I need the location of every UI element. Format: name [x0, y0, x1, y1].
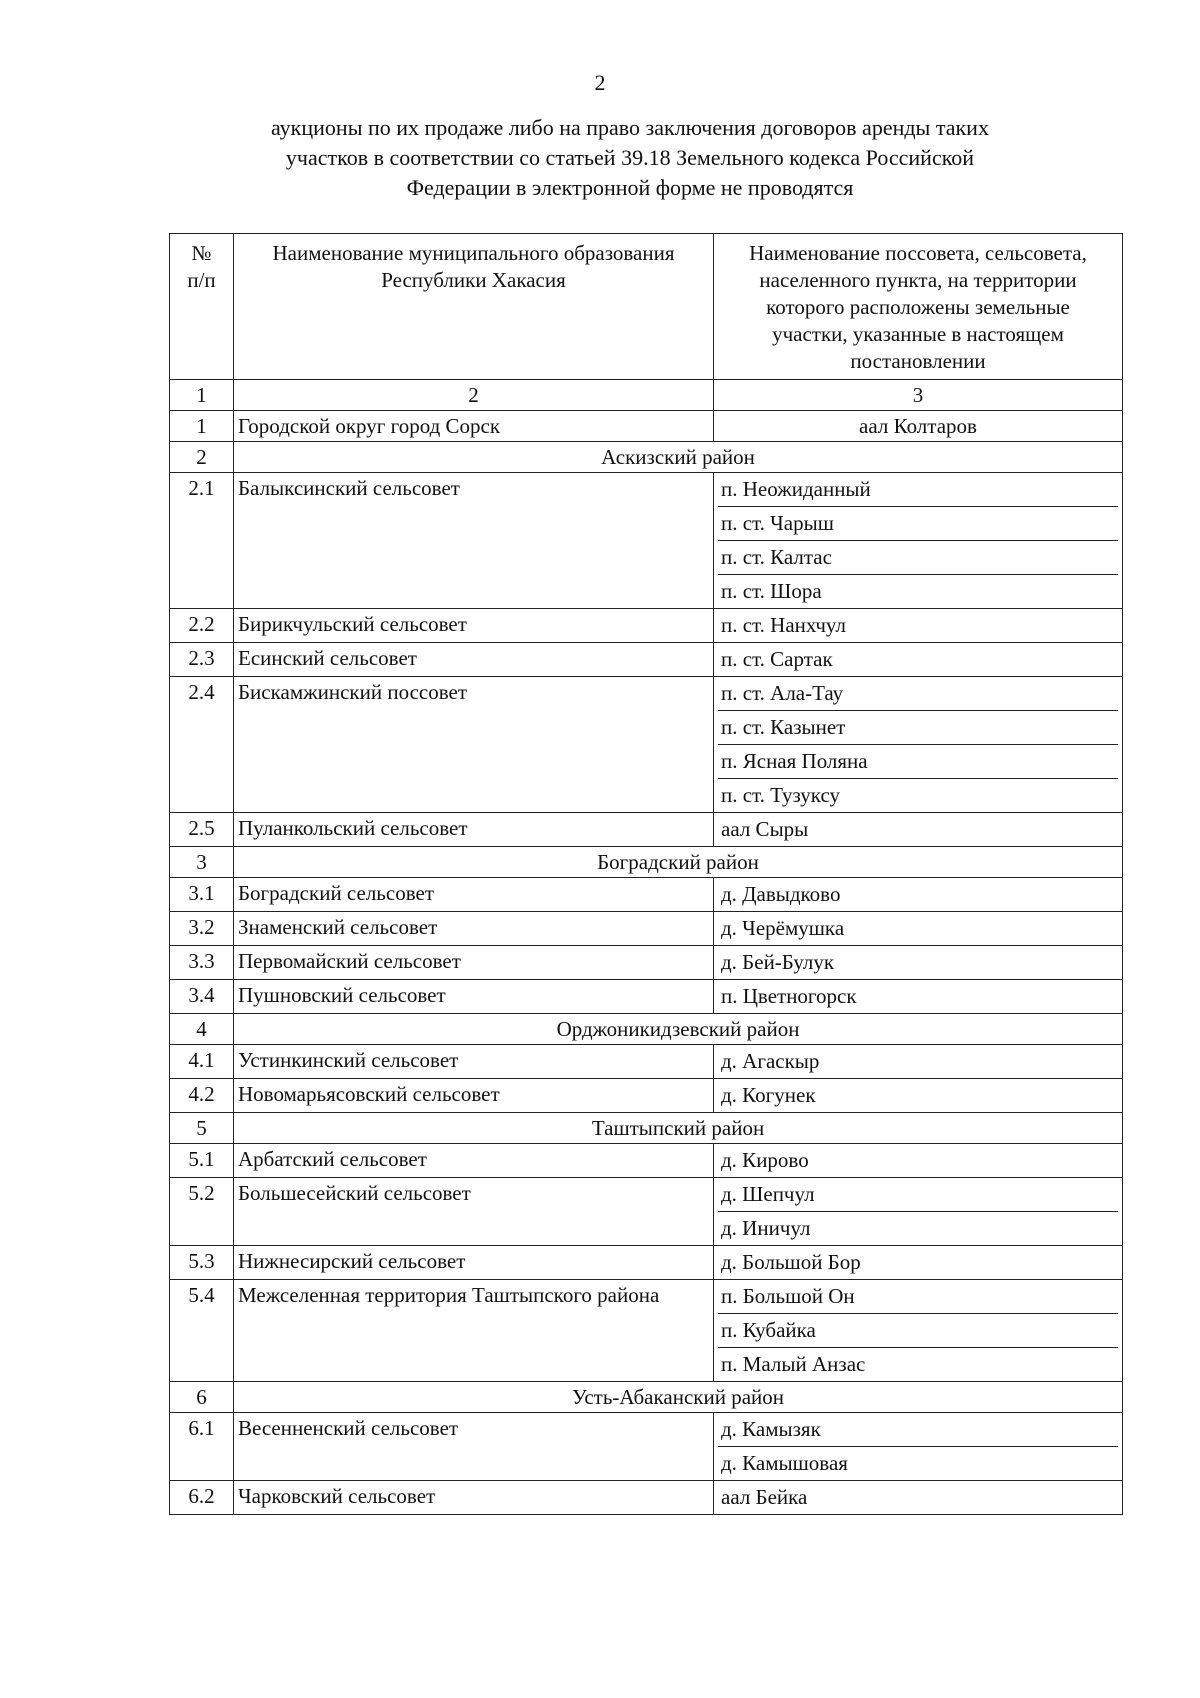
row-num: 2.3: [170, 643, 234, 677]
settlement-name: п. Ясная Поляна: [718, 745, 1118, 779]
settlement-name: п. ст. Ала-Тау: [718, 677, 1118, 711]
row-num: 3.2: [170, 912, 234, 946]
settlement-cell: [714, 1079, 1123, 1113]
column-number: 3: [714, 380, 1123, 411]
page-number: 2: [594, 70, 606, 95]
municipality-name: Устинкинский сельсовет: [234, 1045, 714, 1079]
section-num: 2: [170, 442, 234, 473]
municipality-name: Межселенная территория Таштыпского района: [234, 1280, 714, 1382]
municipality-name: Пушновский сельсовет: [234, 980, 714, 1014]
table-row: [170, 1413, 1123, 1481]
settlement-name: д. Камышовая: [721, 1451, 848, 1475]
settlement-cell: [714, 609, 1123, 643]
settlement-name: п. Малый Анзас: [721, 1352, 866, 1376]
municipality-name: Новомарьясовский сельсовет: [234, 1079, 714, 1113]
settlement-name: д. Иничул: [721, 1216, 811, 1240]
settlement-name: аал Бейка: [721, 1485, 808, 1509]
settlement-name: аал Сыры: [721, 817, 809, 841]
row-num: 3.1: [170, 878, 234, 912]
section-row: [170, 847, 1123, 878]
table-row: [170, 1280, 1123, 1382]
intro-text: [180, 113, 1080, 203]
settlement-cell: [714, 1481, 1123, 1515]
section-num: 4: [170, 1014, 234, 1045]
municipality-name: Арбатский сельсовет: [234, 1144, 714, 1178]
section-row: [170, 1113, 1123, 1144]
settlement-name: п. ст. Казынет: [718, 711, 1118, 745]
municipality-name: Нижнесирский сельсовет: [234, 1246, 714, 1280]
column-number: 1: [170, 380, 234, 411]
settlement-cell: [714, 912, 1123, 946]
row-num: 3.3: [170, 946, 234, 980]
settlements-table: [169, 233, 1123, 1515]
settlement-name: п. ст. Тузуксу: [721, 783, 841, 807]
district-title: Боградский район: [234, 847, 1123, 878]
section-row: [170, 442, 1123, 473]
settlement-name: д. Когунек: [721, 1083, 816, 1107]
settlement-name: д. Большой Бор: [721, 1250, 861, 1274]
row-num: 6.2: [170, 1481, 234, 1515]
row-num: 2.4: [170, 677, 234, 813]
table-row: [170, 1178, 1123, 1246]
table-row: [170, 411, 1123, 442]
settlement-cell: [714, 473, 1123, 609]
settlement-name: аал Колтаров: [714, 411, 1123, 442]
column-number: 2: [234, 380, 714, 411]
row-num: 5.3: [170, 1246, 234, 1280]
settlement-cell: [714, 643, 1123, 677]
table-row: [170, 946, 1123, 980]
row-num: 1: [170, 411, 234, 442]
settlement-name: п. Кубайка: [718, 1314, 1118, 1348]
table-row: [170, 1045, 1123, 1079]
row-num: 4.1: [170, 1045, 234, 1079]
municipality-name: Весенненский сельсовет: [234, 1413, 714, 1481]
settlement-cell: [714, 813, 1123, 847]
section-row: [170, 1014, 1123, 1045]
district-title: Орджоникидзевский район: [234, 1014, 1123, 1045]
settlement-name: д. Кирово: [721, 1148, 809, 1172]
settlement-name: д. Бей-Булук: [721, 950, 835, 974]
table-row: [170, 677, 1123, 813]
intro-line: участков в соответствии со статьей 39.18 Земельного кодекса Российской: [285, 145, 975, 170]
municipality-name: Балыксинский сельсовет: [234, 473, 714, 609]
municipality-name: Бирикчульский сельсовет: [234, 609, 714, 643]
table-row: [170, 878, 1123, 912]
municipality-name: Есинский сельсовет: [234, 643, 714, 677]
table-row: [170, 980, 1123, 1014]
header-settlement: Наименование поссовета, сельсовета, населенного пункта, на территории которого расположены земельные участки, указанные в настоящем постановлении: [714, 234, 1123, 380]
settlement-name: п. Цветногорск: [721, 984, 857, 1008]
header-num: № п/п: [170, 234, 234, 380]
row-num: 2.5: [170, 813, 234, 847]
settlement-name: п. ст. Чарыш: [718, 507, 1118, 541]
municipality-name: Городской округ город Сорск: [234, 411, 714, 442]
settlement-name: д. Черёмушка: [721, 916, 845, 940]
settlement-cell: [714, 1246, 1123, 1280]
settlement-name: д. Камызяк: [718, 1413, 1118, 1447]
settlement-name: п. ст. Шора: [721, 579, 822, 603]
settlement-name: д. Агаскыр: [721, 1049, 820, 1073]
settlement-cell: [714, 1045, 1123, 1079]
row-num: 4.2: [170, 1079, 234, 1113]
settlement-cell: [714, 946, 1123, 980]
section-num: 3: [170, 847, 234, 878]
section-num: 5: [170, 1113, 234, 1144]
table-row: [170, 813, 1123, 847]
row-num: 3.4: [170, 980, 234, 1014]
settlement-cell: [714, 1280, 1123, 1382]
municipality-name: Чарковский сельсовет: [234, 1481, 714, 1515]
settlement-cell: [714, 677, 1123, 813]
header-municipality: Наименование муниципального образования Республики Хакасия: [234, 234, 714, 380]
column-number-row: [170, 380, 1123, 411]
table-row: [170, 473, 1123, 609]
section-row: [170, 1382, 1123, 1413]
settlement-cell: [714, 1178, 1123, 1246]
table-row: [170, 1246, 1123, 1280]
table-row: [170, 1144, 1123, 1178]
table-header-row: [170, 234, 1123, 380]
settlement-name: п. ст. Калтас: [718, 541, 1118, 575]
settlement-name: п. Неожиданный: [718, 473, 1118, 507]
table-row: [170, 912, 1123, 946]
municipality-name: Первомайский сельсовет: [234, 946, 714, 980]
intro-line: Федерации в электронной форме не проводятся: [406, 175, 854, 200]
settlement-cell: [714, 1413, 1123, 1481]
row-num: 2.1: [170, 473, 234, 609]
table-row: [170, 1079, 1123, 1113]
row-num: 5.4: [170, 1280, 234, 1382]
settlement-cell: [714, 1144, 1123, 1178]
district-title: Усть-Абаканский район: [234, 1382, 1123, 1413]
district-title: Аскизский район: [234, 442, 1123, 473]
settlement-name: п. Большой Он: [718, 1280, 1118, 1314]
row-num: 5.2: [170, 1178, 234, 1246]
municipality-name: Большесейский сельсовет: [234, 1178, 714, 1246]
municipality-name: Боградский сельсовет: [234, 878, 714, 912]
settlement-cell: [714, 980, 1123, 1014]
settlement-name: д. Шепчул: [718, 1178, 1118, 1212]
district-title: Таштыпский район: [234, 1113, 1123, 1144]
settlement-cell: [714, 878, 1123, 912]
row-num: 2.2: [170, 609, 234, 643]
municipality-name: Знаменский сельсовет: [234, 912, 714, 946]
section-num: 6: [170, 1382, 234, 1413]
row-num: 6.1: [170, 1413, 234, 1481]
table-row: [170, 609, 1123, 643]
municipality-name: Пуланкольский сельсовет: [234, 813, 714, 847]
settlement-name: д. Давыдково: [721, 882, 841, 906]
settlement-name: п. ст. Нанхчул: [721, 613, 846, 637]
row-num: 5.1: [170, 1144, 234, 1178]
municipality-name: Бискамжинский поссовет: [234, 677, 714, 813]
intro-line: аукционы по их продаже либо на право заключения договоров аренды таких: [271, 115, 989, 140]
settlement-name: п. ст. Сартак: [721, 647, 833, 671]
table-row: [170, 643, 1123, 677]
table-row: [170, 1481, 1123, 1515]
